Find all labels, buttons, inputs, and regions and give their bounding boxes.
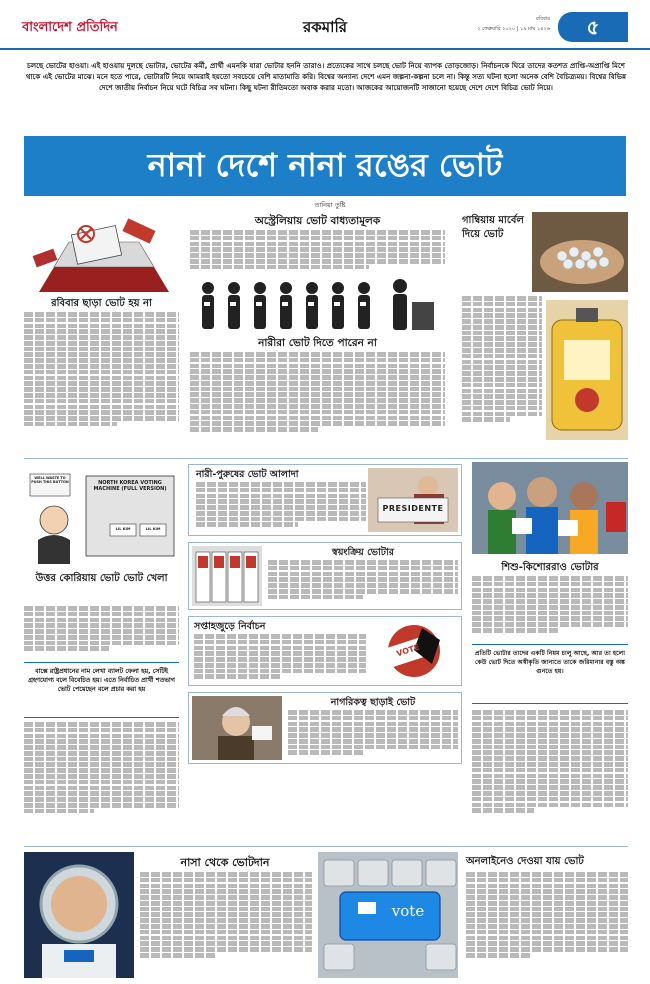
article-title-online: অনলাইনেও দেওয়া যায় ভোট (466, 856, 584, 867)
article-body-children (472, 576, 628, 640)
queue-silhouette-image (190, 276, 445, 336)
headline: নানা দেশে নানা রঙের ভোট (147, 146, 503, 184)
machine-label-text: NORTH KOREA VOTING MACHINE (FULL VERSION) (93, 480, 167, 492)
article-title-sunday: রবিবার ছাড়া ভোট হয় না (51, 298, 152, 309)
article-body-online (466, 872, 628, 976)
article-body-women (190, 352, 445, 452)
article-title-northkorea: উত্তর কোরিয়ায় ভোট ভোট খেলা (35, 573, 168, 584)
issue-day: রবিবার (536, 16, 550, 22)
article-body-auto (268, 560, 458, 606)
article-body-separate (196, 482, 366, 532)
pullquote-children: প্রতিটি ভোটার তাদের একটি নিয়ম চালু আছে, আর তা হলো কেউ ভোট দিতে অস্বীকৃতি জানাতে তাকে জরিমানার বস্তু অঙ্ক গুনতে হয়। (472, 644, 628, 704)
article-body-children-2 (472, 710, 628, 840)
page-number: ৫ (558, 12, 628, 42)
article-title-women: নারীরা ভোট দিতে পারেন না (258, 337, 377, 349)
article-body-northkorea (24, 606, 179, 658)
issue-date: ২ ফেব্রুয়ারি ২০২০ | ১৯ মাঘ ১৪২৬ (477, 26, 550, 32)
article-title-separate: নারী-পুরুষের ভোট আলাদা (196, 469, 299, 480)
article-title-gambia: গাম্বিয়ায় মার্বেল দিয়ে ভোট (462, 215, 524, 240)
bottom-divider (24, 846, 628, 847)
article-title-children: শিশু-কিশোররাও ভোটার (501, 562, 599, 573)
section-name: রকমারি (303, 18, 347, 36)
voting-booths-image (192, 546, 262, 606)
marble-drum-image (546, 300, 628, 440)
article-title-auto: স্বয়ংক্রিয় ভোটার (332, 547, 394, 558)
article-body-nasa (140, 872, 312, 976)
ballot-box-illustration (24, 212, 179, 297)
article-body-gambia (462, 296, 542, 452)
vote-stamp-label: VOTE (395, 642, 421, 659)
section-divider (24, 458, 628, 459)
marbles-hand-image (532, 212, 628, 292)
vote-stamp-image (370, 620, 458, 682)
cartoon-sign-text: WELL WASTE TO PUSH THIS BUTTON (31, 476, 69, 484)
pullquote-northkorea: বাক্সে রাষ্ট্রপ্রধানের নাম লেখা ব্যালট ফেলা হয়, সেটিই গ্রহণযোগ্য বলে বিবেচিত হয়। এতে নির্বাচিত প্রার্থী শতভাগ ভোট পেয়েছেন বলে প্রচার করা হয় (24, 662, 179, 718)
article-title-weeklong: সপ্তাহজুড়ে নির্বাচন (194, 621, 266, 632)
children-voters-image (472, 462, 628, 554)
article-title-nasa: নাসা থেকে ভোটদান (180, 856, 270, 869)
article-body-australia (190, 230, 445, 274)
elderly-voter-image (192, 696, 282, 760)
machine-button-1: LIL KIM (115, 527, 131, 531)
astronaut-image (24, 852, 134, 978)
byline: তানিয়া তুষ্টি (314, 201, 346, 209)
intro-paragraph: চলছে ভোটের হাওয়া। এই হাওয়ায় দুলছে ভোটার, ভোটের কর্মী, প্রার্থী এমনকি যারা ভোটার হননি তারাও। প্রত্যেকের সাথে চলছে ভোট নিয়ে ব্যাপক তোড়জোড়। নির্বাচনকে ঘিরে তাদের কতশত প্রাপ্তি-অপ্রাপ্তি মিশে থাকে এই ভোটের মাঝে। মনে হতে পারে, ভোটারটি নিয়ে আমরাই হয়তো সবচেয়ে বেশি মাতামাতি করি। বিশ্বের অন্যান্য দেশে এমন জল্পনা-কল্পনা চলে না। কিন্তু সত্য ঘটনা হলো অনেক বেশি বৈচিত্র্যময়। বিশ্বের বিভিন্ন দেশে জাতীয় নির্বাচন নিয়ে ঘটে বিচিত্র সব ঘটনা। কিছু ঘটনা রীতিমতো অবাক করার মতো। আজকের আয়োজনটি সাজানো হয়েছে দেশে দেশে বিচিত্র ভোট নিয়ে। (25, 61, 627, 92)
vote-keyboard-image (318, 852, 458, 978)
article-title-citizen: নাগরিকত্ব ছাড়াই ভোট (330, 697, 416, 708)
north-korea-cartoon-image (24, 470, 179, 566)
masthead (0, 0, 650, 50)
article-body-weeklong (194, 634, 366, 682)
article-title-australia: অস্ট্রেলিয়ায় ভোট বাধ্যতামূলক (254, 215, 381, 227)
machine-button-2: LIL KIM (145, 527, 161, 531)
newspaper-logo: বাংলাদেশ প্রতিদিন (22, 20, 118, 35)
article-body-sunday (24, 312, 179, 452)
presidente-label: PRESIDENTE (382, 504, 444, 513)
article-body-northkorea-2 (24, 722, 179, 840)
headline-banner (24, 136, 626, 196)
article-body-citizen (288, 710, 458, 760)
vote-key-label: vote (391, 902, 425, 920)
presidente-ballot-image (368, 468, 458, 532)
